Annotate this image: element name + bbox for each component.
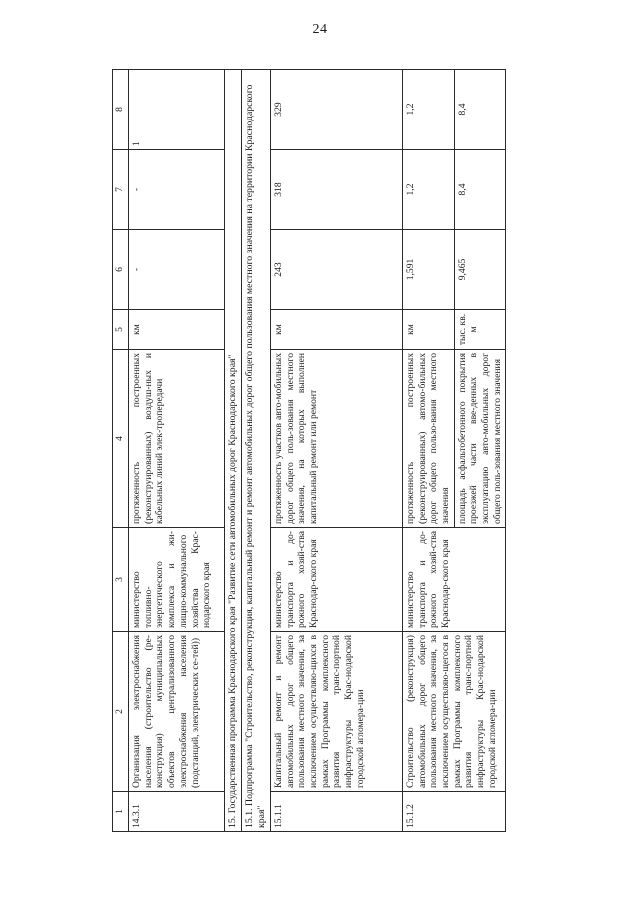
row-number: 14.3.1 <box>129 792 225 832</box>
value-col-8: 329 <box>270 70 402 150</box>
table-header-row <box>113 70 129 832</box>
header-col-4: 4 <box>113 350 129 528</box>
header-col-2: 2 <box>113 632 129 792</box>
indicator-name: протяженность построенных (реконструированных) автомо-бильных дорог общего пользо-вания местного значения <box>402 350 454 528</box>
executor: министерство транспорта и до-рожного хозяй-ства Краснодар-ского края <box>402 528 506 632</box>
value-col-6: 9,465 <box>454 230 506 310</box>
header-col-3: 3 <box>113 528 129 632</box>
measure-name: Строительство (реконструкция) автомобильных дорог общего пользования местного значения, за исключением осуществляю-щегося в рамках Программы комплексного развития транс-портной инфраструктуры Крас-нодарской городской агломера-ции <box>402 632 506 792</box>
value-col-7: 1,2 <box>402 150 454 230</box>
unit: км <box>129 310 225 350</box>
header-col-1: 1 <box>113 792 129 832</box>
page-number: 24 <box>312 22 328 37</box>
section-program-title: 15. Государственная программа Краснодарского края "Развитие сети автомобильных дорог Краснодарского края" <box>225 70 242 832</box>
header-col-8: 8 <box>113 70 129 150</box>
section-row-subprogram <box>241 70 270 832</box>
unit: тыс. кв. м <box>454 310 506 350</box>
value-col-7: 318 <box>270 150 402 230</box>
unit: км <box>402 310 454 350</box>
indicator-name: протяженность участков авто-мобильных дорог общего поль-зования местного значения, на которых выполнен капитальный ремонт или ремонт <box>270 350 402 528</box>
header-col-7: 7 <box>113 150 129 230</box>
indicator-name: площадь асфальтобетонного покрытия проезжей части вве-денных в эксплуатацию авто-мобильных дорог общего поль-зования местного значения <box>454 350 506 528</box>
rotated-table-area <box>112 70 520 832</box>
table-landscape <box>112 70 520 832</box>
row-number: 15.1.1 <box>270 792 402 832</box>
value-col-8: 1,2 <box>402 70 454 150</box>
section-row-program <box>225 70 242 832</box>
value-col-7: 8,4 <box>454 150 506 230</box>
row-number: 15.1.2 <box>402 792 506 832</box>
value-col-6: 1,591 <box>402 230 454 310</box>
value-col-8: 8,4 <box>454 70 506 150</box>
measure-name: Капитальный ремонт и ремонт автомобильных дорог общего пользования местного значения, за исключением осуществляю-щихся в рамках Программы комплексного развития транс-портной инфраструктуры Крас-нодарской городской агломера-ции <box>270 632 402 792</box>
table-row <box>402 70 454 832</box>
value-col-6: 243 <box>270 230 402 310</box>
unit: км <box>270 310 402 350</box>
value-col-8: 1 <box>129 70 225 150</box>
section-subprogram-title: 15.1. Подпрограмма "Строительство, реконструкция, капитальный ремонт и ремонт автомобильных дорог общего пользования местного значения на территории Краснодарского края" <box>241 70 270 832</box>
header-col-5: 5 <box>113 310 129 350</box>
executor: министерство транспорта и до-рожного хозяй-ства Краснодар-ского края <box>270 528 402 632</box>
value-col-7: - <box>129 150 225 230</box>
indicators-table <box>112 69 506 832</box>
executor: министерство топливно-энергетического комплекса и жи-лищно-коммунального хозяйства Крас-нодарского края <box>129 528 225 632</box>
value-col-6: - <box>129 230 225 310</box>
header-col-6: 6 <box>113 230 129 310</box>
indicator-name: протяженность построенных (реконструированных) воздуш-ных и кабельных линий элек-тропередачи <box>129 350 225 528</box>
measure-name: Организация электроснабжения населения (строительство (ре-конструкция) муниципальных объектов централизованного электроснабжения населения (подстанций, электрических се-тей)) <box>129 632 225 792</box>
table-row <box>129 70 225 832</box>
table-row <box>270 70 402 832</box>
